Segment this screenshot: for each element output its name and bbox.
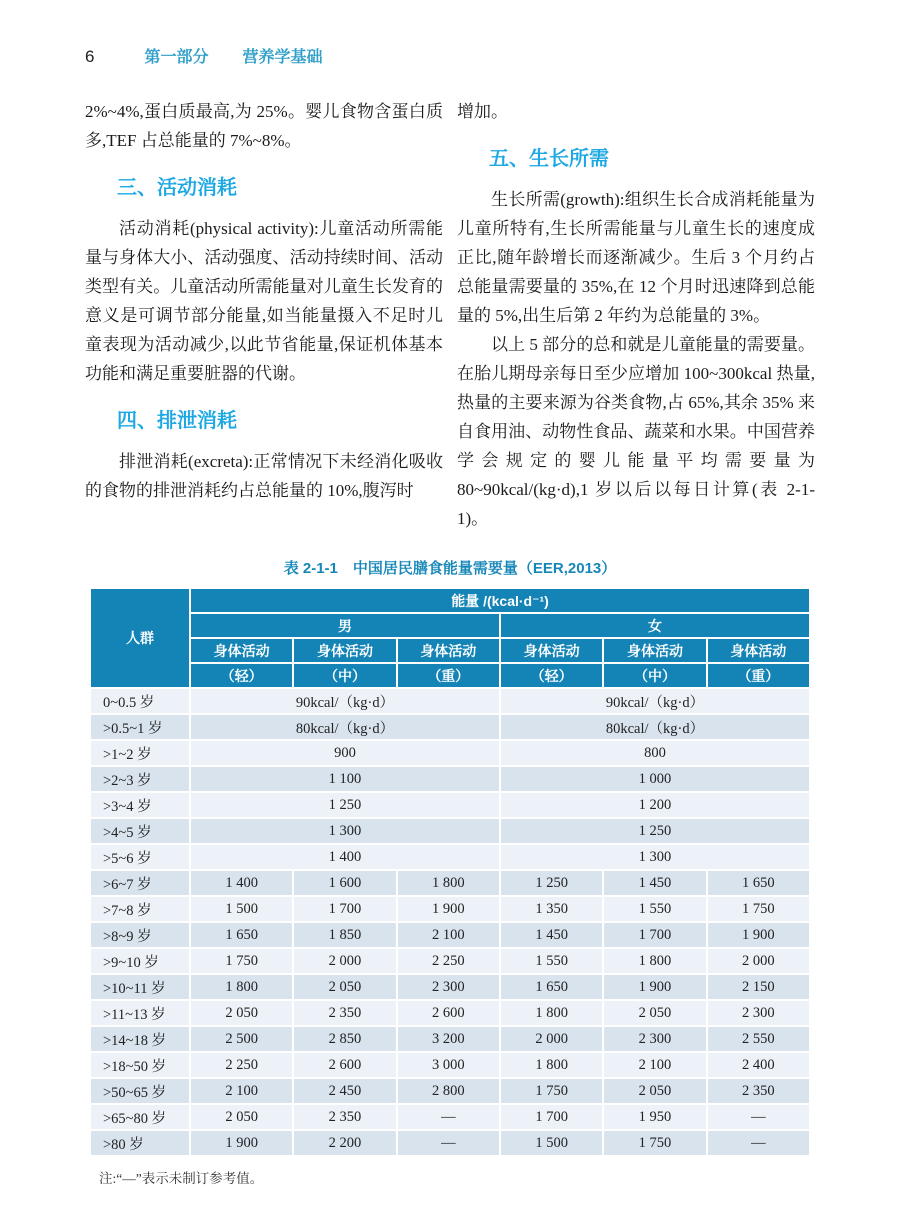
row-value: 1 950: [603, 1104, 706, 1130]
part-label: 第一部分: [144, 49, 209, 66]
table-row: [90, 1026, 810, 1052]
row-value: 2 350: [293, 1104, 396, 1130]
row-value: 1 800: [500, 1052, 603, 1078]
header-level-light: （轻）: [190, 663, 293, 688]
row-value: 1 800: [500, 1000, 603, 1026]
row-value: 1 750: [190, 948, 293, 974]
row-value: 1 800: [397, 870, 500, 896]
row-value: 2 000: [293, 948, 396, 974]
row-label: >11~13 岁: [90, 1000, 190, 1026]
row-value: 1 900: [190, 1130, 293, 1156]
header-activity: 身体活动: [500, 638, 603, 663]
row-label: >4~5 岁: [90, 818, 190, 844]
header-female: 女: [500, 613, 810, 638]
row-value: 1 750: [707, 896, 810, 922]
header-level-heavy: （重）: [707, 663, 810, 688]
paragraph-activity: 活动消耗(physical activity):儿童活动所需能量与身体大小、活动强度、活动持续时间、活动类型有关。儿童活动所需能量对儿童生长发育的意义是可调节部分能量,如当能量摄入不足时儿童表现为活动减少,以此节省能量,保证机体基本功能和满足重要脏器的代谢。: [85, 219, 443, 383]
header-level-light: （轻）: [500, 663, 603, 688]
row-value: 1 850: [293, 922, 396, 948]
row-value: 1 400: [190, 870, 293, 896]
row-value-merged: 900: [190, 740, 500, 766]
row-value: 2 850: [293, 1026, 396, 1052]
row-label: >5~6 岁: [90, 844, 190, 870]
table-row: [90, 818, 810, 844]
table-row: [90, 844, 810, 870]
row-value: 2 250: [397, 948, 500, 974]
section-heading-growth: 五、生长所需: [489, 148, 609, 170]
row-value: 2 350: [293, 1000, 396, 1026]
row-value: 1 600: [293, 870, 396, 896]
row-label: >7~8 岁: [90, 896, 190, 922]
row-value: 2 000: [500, 1026, 603, 1052]
header-activity: 身体活动: [397, 638, 500, 663]
table-note: 注:“—”表示未制订参考值。: [99, 1171, 264, 1186]
row-label: 0~0.5 岁: [90, 688, 190, 714]
row-value: 1 650: [707, 870, 810, 896]
row-value: —: [707, 1130, 810, 1156]
row-label: >2~3 岁: [90, 766, 190, 792]
row-value: 2 000: [707, 948, 810, 974]
header-activity: 身体活动: [707, 638, 810, 663]
row-value: 2 300: [603, 1026, 706, 1052]
row-value: 2 050: [603, 1000, 706, 1026]
header-activity: 身体活动: [603, 638, 706, 663]
row-value: 2 550: [707, 1026, 810, 1052]
row-value: 2 450: [293, 1078, 396, 1104]
row-value-merged: 800: [500, 740, 810, 766]
row-value: 1 550: [603, 896, 706, 922]
row-value: 2 400: [707, 1052, 810, 1078]
row-value: 1 900: [397, 896, 500, 922]
running-head: [85, 44, 815, 67]
row-value: 1 750: [603, 1130, 706, 1156]
eer-table-body: [90, 688, 810, 1156]
row-value: 3 000: [397, 1052, 500, 1078]
row-value: 1 450: [603, 870, 706, 896]
row-value: 1 700: [293, 896, 396, 922]
table-row: [90, 1052, 810, 1078]
row-value: 1 700: [603, 922, 706, 948]
header-level-heavy: （重）: [397, 663, 500, 688]
paragraph-continuation: 2%~4%,蛋白质最高,为 25%。婴儿食物含蛋白质多,TEF 占总能量的 7%~8%。: [85, 102, 443, 150]
row-value: 2 100: [190, 1078, 293, 1104]
row-value: 2 500: [190, 1026, 293, 1052]
row-label: >50~65 岁: [90, 1078, 190, 1104]
row-label: >8~9 岁: [90, 922, 190, 948]
row-value: 2 300: [397, 974, 500, 1000]
row-label: >3~4 岁: [90, 792, 190, 818]
table-row: [90, 896, 810, 922]
table-row: [90, 870, 810, 896]
row-value: 1 800: [190, 974, 293, 1000]
row-value: 2 150: [707, 974, 810, 1000]
table-row: [90, 948, 810, 974]
row-value: 2 300: [707, 1000, 810, 1026]
row-value-merged: 90kcal/（kg·d）: [500, 688, 810, 714]
row-value: 1 350: [500, 896, 603, 922]
row-value: 2 100: [603, 1052, 706, 1078]
row-value: 1 500: [190, 896, 293, 922]
row-value-merged: 80kcal/（kg·d）: [190, 714, 500, 740]
table-row: [90, 714, 810, 740]
header-activity: 身体活动: [190, 638, 293, 663]
row-label: >10~11 岁: [90, 974, 190, 1000]
row-value-merged: 1 300: [190, 818, 500, 844]
row-value: 1 650: [500, 974, 603, 1000]
row-value-merged: 1 250: [190, 792, 500, 818]
row-label: >65~80 岁: [90, 1104, 190, 1130]
row-value: 1 450: [500, 922, 603, 948]
table-row: [90, 922, 810, 948]
header-level-medium: （中）: [293, 663, 396, 688]
row-value-merged: 1 250: [500, 818, 810, 844]
row-value: 1 700: [500, 1104, 603, 1130]
row-value-merged: 1 100: [190, 766, 500, 792]
row-label: >80 岁: [90, 1130, 190, 1156]
left-column: [85, 97, 443, 533]
table-row: [90, 1078, 810, 1104]
table-row: [90, 688, 810, 714]
row-value: 2 600: [293, 1052, 396, 1078]
row-value: 2 050: [190, 1104, 293, 1130]
row-value: —: [397, 1130, 500, 1156]
table-title: 表 2-1-1 中国居民膳食能量需要量（EER,2013）: [283, 560, 617, 577]
table-row: [90, 1130, 810, 1156]
row-value: —: [707, 1104, 810, 1130]
table-row: [90, 1104, 810, 1130]
row-value: 1 750: [500, 1078, 603, 1104]
row-value: 2 600: [397, 1000, 500, 1026]
row-value: 1 250: [500, 870, 603, 896]
table-row: [90, 1000, 810, 1026]
row-value-merged: 1 200: [500, 792, 810, 818]
row-value: 3 200: [397, 1026, 500, 1052]
header-male: 男: [190, 613, 500, 638]
row-value-merged: 1 000: [500, 766, 810, 792]
header-people: 人群: [90, 588, 190, 688]
row-value: 1 650: [190, 922, 293, 948]
section-heading-activity: 三、活动消耗: [117, 177, 237, 199]
row-value-merged: 1 300: [500, 844, 810, 870]
paragraph-growth-1: 生长所需(growth):组织生长合成消耗能量为儿童所特有,生长所需能量与儿童生长的速度成正比,随年龄增长而逐渐减少。生后 3 个月约占总能量需要量的 35%,在 12 个月时迅速降到总能量的 5%,出生后第 2 年约为总能量的 3%。: [457, 190, 815, 325]
row-value: —: [397, 1104, 500, 1130]
row-label: >9~10 岁: [90, 948, 190, 974]
paragraph-continuation-right: 增加。: [457, 102, 508, 121]
row-label: >18~50 岁: [90, 1052, 190, 1078]
table-row: [90, 766, 810, 792]
row-label: >0.5~1 岁: [90, 714, 190, 740]
row-label: >1~2 岁: [90, 740, 190, 766]
row-value: 2 350: [707, 1078, 810, 1104]
eer-table-head: [90, 588, 810, 688]
table-row: [90, 740, 810, 766]
paragraph-growth-2: 以上 5 部分的总和就是儿童能量的需要量。在胎儿期母亲每日至少应增加 100~300kcal 热量,热量的主要来源为谷类食物,占 65%,其余 35% 来自食用油、动物性食品、蔬菜和水果。中国营养学会规定的婴儿能量平均需要量为 80~90kcal/(kg·d),1 岁以后以每日计算(表 2-1-1)。: [457, 335, 815, 528]
row-value-merged: 90kcal/（kg·d）: [190, 688, 500, 714]
text-columns: [85, 97, 815, 533]
header-activity: 身体活动: [293, 638, 396, 663]
part-title: 营养学基础: [242, 49, 323, 66]
row-label: >14~18 岁: [90, 1026, 190, 1052]
right-column: [457, 97, 815, 533]
row-value: 2 100: [397, 922, 500, 948]
table-row: [90, 792, 810, 818]
eer-table: [89, 587, 811, 1157]
row-value: 1 550: [500, 948, 603, 974]
row-value: 1 900: [603, 974, 706, 1000]
row-value: 1 800: [603, 948, 706, 974]
row-value: 2 800: [397, 1078, 500, 1104]
row-label: >6~7 岁: [90, 870, 190, 896]
page-number: 6: [85, 47, 95, 66]
paragraph-excreta: 排泄消耗(excreta):正常情况下未经消化吸收的食物的排泄消耗约占总能量的 10%,腹泻时: [85, 452, 443, 500]
header-level-medium: （中）: [603, 663, 706, 688]
header-energy-unit: 能量 /(kcal·d⁻¹): [190, 588, 810, 613]
row-value: 2 250: [190, 1052, 293, 1078]
table-row: [90, 974, 810, 1000]
row-value: 1 900: [707, 922, 810, 948]
row-value: 1 500: [500, 1130, 603, 1156]
row-value: 2 050: [293, 974, 396, 1000]
row-value: 2 050: [190, 1000, 293, 1026]
row-value: 2 200: [293, 1130, 396, 1156]
row-value-merged: 1 400: [190, 844, 500, 870]
row-value-merged: 80kcal/（kg·d）: [500, 714, 810, 740]
section-heading-excreta: 四、排泄消耗: [117, 410, 237, 432]
row-value: 2 050: [603, 1078, 706, 1104]
